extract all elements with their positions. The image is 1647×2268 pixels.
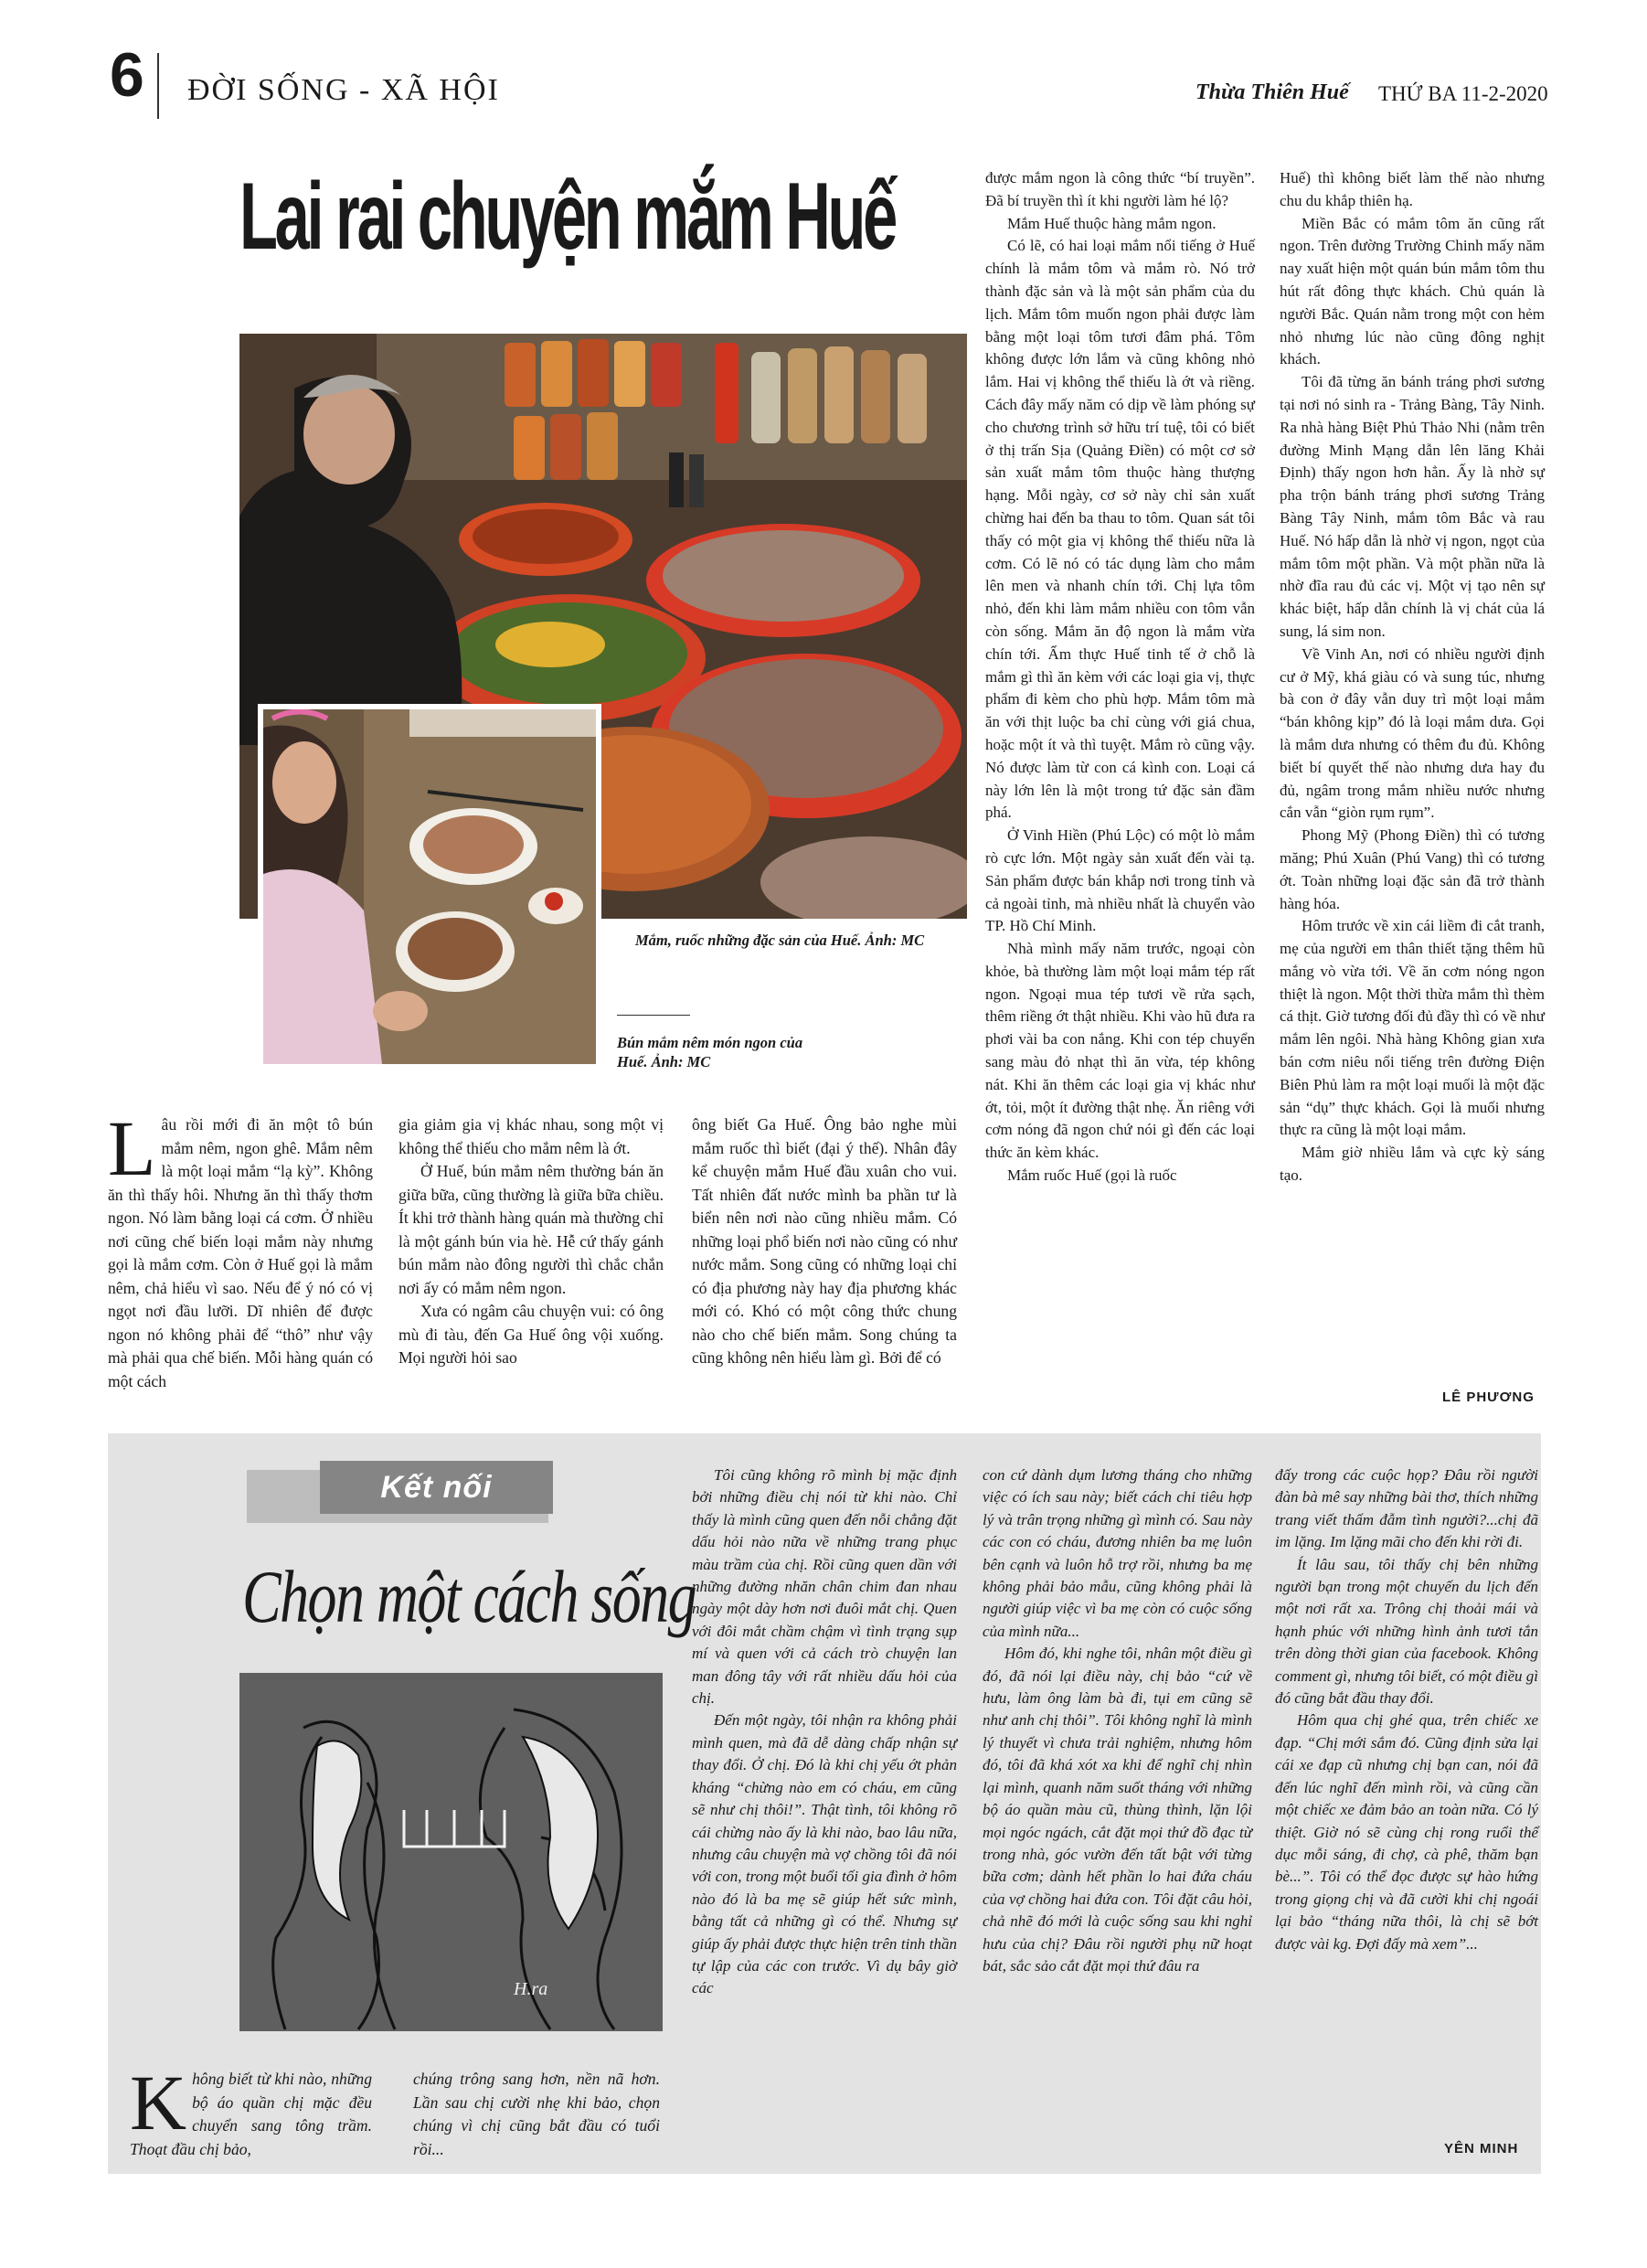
woman-line-art [239, 1673, 663, 2031]
paragraph: Hôm đó, khi nghe tôi, nhân một điều gì đó, đã nói lại điều này, chị bảo “cứ về hưu, làm ông làm bà đi, tụi em cũng sẽ như anh chị thôi”. Tôi không nghĩ là mình lý thuyết vì chưa trải nghiệm, nhưng hôm đó, tôi đã khá xót xa khi để nghĩ chị nhìn lại mình, quanh năm suốt tháng với những bộ áo quần màu cũ, thùng thình, lặn lội mọi ngóc ngách, cắt đặt mọi thứ đồ đạc từ trong nhà, góc vườn đến tất bật với từng bữa cơm; dành hết phần lo hai đứa cháu của vợ chồng hai đứa con. Tôi đặt câu hỏi, chả nhẽ đó mới là cuộc sống sau khi nghỉ hưu của chị? Đâu rồi người phụ nữ hoạt bát, sắc sảo cắt đặt mọi thứ đâu ra [983, 1645, 1252, 1975]
caption-market-photo: Mắm, ruốc những đặc sản của Huế. Ảnh: MC [635, 932, 925, 949]
article2-column-5 [1275, 1464, 1538, 1955]
article1-column-2 [398, 1113, 664, 1370]
article1-byline: LÊ PHƯƠNG [1442, 1390, 1535, 1405]
article2-headline: Chọn một cách sống [242, 1555, 696, 1638]
article2-column-1 [130, 2059, 372, 2161]
paragraph: ông biết Ga Huế. Ông bảo nghe mùi mắm ruốc thì biết (đại ý thế). Nhân đây kể chuyện mắm Huế đầu xuân cho vui. Tất nhiên đất nước mình ba phần tư là biển nên nơi nào cũng nhiều mắm. Có những loại phổ biến nơi nào cũng có như nước mắm. Song cũng có những loại chỉ có địa phương này hay địa phương khác mới có. Khó có một công thức chung nào cho chế biến mắm. Song chúng ta cũng không nên hiểu làm gì. Bởi để có [692, 1115, 957, 1367]
paragraph: Tôi cũng không rõ mình bị mặc định bởi những điều chị nói từ khi nào. Chỉ thấy là mình cũng quen đến nỗi chẳng đặt dấu hỏi nào nữa về những trang phục màu trầm của chị. Rồi cũng quen dần với những đường nhăn chân chim đan nhau ngày một dày hơn nơi đuôi mắt chị. Quen với đôi mắt chầm chậm vì tình trạng sụp mí và quen với cả cách trò chuyện lan man đông tây với rất nhiều dấu hỏi của chị. [692, 1466, 957, 1708]
header-divider [157, 53, 159, 119]
paragraph: Mắm Huế thuộc hàng mắm ngon. [1007, 214, 1217, 232]
artist-signature: H.ra [514, 1979, 548, 1999]
paragraph: âu rồi mới đi ăn một tô bún mắm nêm, ngon ghê. Mắm nêm là một loại mắm “lạ kỳ”. Không ăn thì thấy hôi. Nhưng ăn thì thấy thơm ngon. Nó làm bằng loại cá cơm. Ở nhiều nơi cũng chế biến loại mắm này nhưng gọi là mắm cơm. Còn ở Huế gọi là mắm nêm, chả hiểu vì sao. Nếu để ý nó có vị ngọt nơi đầu lưỡi. Dĩ nhiên để được ngon nó không phải để “thô” như vậy mà phải qua chế biến. Mỗi hàng quán có một cách [108, 1115, 373, 1390]
paragraph: Phong Mỹ (Phong Điền) thì có tương măng; Phú Xuân (Phú Vang) thì có tương ớt. Toàn những loại đặc sản đã trở thành hàng hóa. [1280, 826, 1545, 912]
article1-column-1 [108, 1104, 373, 1393]
paragraph: Ở Huế, bún mắm nêm thường bán ăn giữa bữa, cũng thường là giữa bữa chiều. Ít khi trở thành hàng quán mà thường chỉ là một gánh bún via hè. Hễ cứ thấy gánh bún mắm nào đông người thì chắc chắn nơi ấy có mắm nêm ngon. [398, 1162, 664, 1297]
paragraph: Nhà mình mấy năm trước, ngoại còn khỏe, bà thường làm một loại mắm tép rất ngon. Ngoại mua tép tươi về rửa sạch, thêm riềng ớt thật nhiều. Khi vào hũ đưa ra phơi vài ba con nắng. Khi con tép chuyển sang màu đỏ nhạt thì ăn vừa, tép không nát. Khi ăn thêm các loại gia vị khác như ớt, tỏi, một ít đường thật nhẹ. Ăn riêng với cơm nóng đã ngon chứ nói gì đến các loại thức ăn kèm khác. [985, 940, 1255, 1162]
article1-column-4 [985, 167, 1255, 1187]
paragraph: Huế) thì không biết làm thế nào nhưng chu du khắp thiên hạ. [1280, 169, 1545, 209]
paragraph: con cứ dành dụm lương tháng cho những việc có ích sau này; biết cách chi tiêu hợp lý và trân trọng những gì mình có. Sau này các con có cháu, đương nhiên ba mẹ luôn bên cạnh và luôn hỗ trợ rồi, nhưng ba mẹ không phải bảo mẫu, cũng không phải là người giúp việc vì ba mẹ còn có cuộc sống của mình nữa... [983, 1466, 1252, 1640]
paragraph: gia giảm gia vị khác nhau, song một vị không thể thiếu cho mắm nêm là ớt. [398, 1115, 664, 1157]
paragraph: chúng trông sang hơn, nền nã hơn. Lần sau chị cười nhẹ khi bảo, chọn chúng vì chị cũng bắt đầu có tuổi rồi... [413, 2070, 660, 2158]
paragraph: Hôm qua chị ghé qua, trên chiếc xe đạp. “Chị mới sắm đó. Cũng định sửa lại cái xe đạp cũ nhưng chị bạn can, nói đã đến lúc nghĩ đến mình rồi, và cũng cần một chiếc xe đảm bảo an toàn nữa. Có lý thiệt. Giờ nó sẽ cùng chị rong ruổi thể dục mỗi sáng, đi chợ, cà phê, thăm bạn bè...”. Tôi có thể đọc được sự hào hứng trong giọng chị và đã cười khi chị ngoái lại bảo “tháng nữa thôi, là chị sẽ bớt được vài kg. Đợi đấy mà xem”... [1275, 1711, 1538, 1953]
article-headline: Lai rai chuyện mắm Huế [239, 164, 896, 270]
article2-column-3 [692, 1464, 957, 2000]
ket-noi-tag: Kết nối [320, 1461, 553, 1514]
issue-date: THỨ BA 11-2-2020 [1378, 82, 1548, 105]
paragraph: Miền Bắc có mắm tôm ăn cũng rất ngon. Trên đường Trường Chinh mấy năm nay xuất hiện một quán bún mắm tôm thu hút rất đông thực khách. Chủ quán là người Bắc. Quán nằm trong một con hẻm nhỏ nhưng lúc nào cũng đông nghịt khách. [1280, 214, 1545, 368]
article1-column-3 [692, 1113, 957, 1370]
paragraph: Mắm giờ nhiều lắm và cực kỳ sáng tạo. [1280, 1144, 1545, 1185]
drop-cap: K [130, 2059, 187, 2146]
article1-column-5 [1280, 167, 1545, 1187]
paragraph: Ở Vinh Hiền (Phú Lộc) có một lò mắm rò cực lớn. Một ngày sản xuất đến vài tạ. Sản phẩm được bán khắp nơi trong tỉnh và cả ngoài tỉnh, mà nhiều nhất là chuyển vào TP. Hồ Chí Minh. [985, 826, 1255, 935]
article2-byline: YÊN MINH [1444, 2141, 1519, 2156]
paragraph: Hôm trước về xin cái liềm đi cắt tranh, mẹ của người em thân thiết tặng thêm hũ mắng vò vừa tới. Về ăn cơm nóng ngon thiệt là ngon. Một thời thừa mắm thì thèm cá thịt. Giờ tương đối đủ đầy thì có về như mắm lên ngôi. Nhà hàng Không gian xưa bán cơm niêu nổi tiếng trên đường Điện Biên Phủ làm ra một loại muối là một đặc sản “dụ” thực khách. Gọi là muối nhưng thực ra cũng là một loại mắm. [1280, 917, 1545, 1139]
section-title: ĐỜI SỐNG - XÃ HỘI [187, 73, 500, 107]
paragraph: Xưa có ngâm câu chuyện vui: có ông mù đi tàu, đến Ga Huế ông vội xuống. Mọi người hỏi sao [398, 1302, 664, 1367]
paragraph: Tôi đã từng ăn bánh tráng phơi sương tại nơi nó sinh ra - Trảng Bàng, Tây Ninh. Ra nhà hàng Biệt Phủ Thảo Nhi (nằm trên đường Minh Mạng dẫn lên lăng Khải Định) thấy ngon hơn hẳn. Ấy là nhờ sự pha trộn bánh tráng phơi sương Trảng Bàng Tây Ninh, mắm tôm Bắc và rau Huế. Nó hấp dẫn là nhờ vị ngon, ngọt của mắm tôm một phần. Và một phần nữa là nhờ đĩa rau đủ các vị. Một vị tạo nên sự khác biệt, hấp dẫn chính là vị chát của lá sung, lá sim non. [1280, 373, 1545, 640]
paragraph: đấy trong các cuộc họp? Đâu rồi người đàn bà mê say những bài thơ, thích những trang viết thấm đẫm tình người?...chị đã im lặng. Im lặng mãi cho đến khi rời đi. [1275, 1466, 1538, 1551]
bun-mam-nem-photo [258, 704, 601, 1070]
article2-column-4 [983, 1464, 1252, 1977]
paragraph: hông biết từ khi nào, những bộ áo quần chị mặc đều chuyển sang tông trầm. Thoạt đầu chị bảo, [130, 2070, 372, 2158]
article2-column-2 [413, 2068, 660, 2161]
caption-kid-photo: Bún mắm nêm món ngon của Huế. Ảnh: MC [617, 1034, 803, 1071]
newspaper-name: Thừa Thiên Huế [1195, 80, 1349, 104]
paragraph: Ít lâu sau, tôi thấy chị bên những người bạn trong một chuyến du lịch đến một nơi rất xa. Trông chị thoải mái và hạnh phúc với những hình ảnh tươi tắn trên dòng thời gian của facebook. Không comment gì, nhưng tôi biết, có một điều gì đó cũng bắt đầu thay đổi. [1275, 1555, 1538, 1708]
page-number: 6 [110, 40, 144, 110]
paragraph: được mắm ngon là công thức “bí truyền”. Đã bí truyền thì ít khi người làm hé lộ? [985, 169, 1255, 209]
paragraph: Đến một ngày, tôi nhận ra không phải mình quen, mà đã dễ dàng chấp nhận sự thay đổi. Ở chị. Đó là khi chị yếu ớt phản kháng “chừng nào em có cháu, em cũng sẽ như chị thôi!”. Thật tình, tôi không rõ cái chừng nào ấy là khi nào, bao lâu nữa, nhưng câu chuyện mà vợ chồng tôi đã nói với con, trong một buổi tối gia đình ở hôm nào đó là ba mẹ sẽ giúp hết sức mình, bằng tất cả những gì có thể. Nhưng sự giúp ấy phải được thực hiện trên tinh thần tự lập của các con trước. Vì dụ bây giờ các [692, 1711, 957, 1997]
paragraph: Về Vinh An, nơi có nhiều người định cư ở Mỹ, khá giàu có và sung túc, nhưng bà con ở đây vẫn duy trì một loại mắm “bán không kịp” đó là loại mắm dưa. Gọi là mắm dưa nhưng có thêm đu đủ. Không biết bí quyết thế nào nhưng dưa hay đu đủ, ngâm trong mắm nhiều nước nhưng cắn vẫn “giòn rụm rụm”. [1280, 644, 1545, 822]
caption-rule [617, 1015, 690, 1016]
drop-cap: L [108, 1104, 156, 1192]
paragraph: Mắm ruốc Huế (gọi là ruốc [1007, 1166, 1177, 1185]
paragraph: Có lẽ, có hai loại mắm nổi tiếng ở Huế chính là mắm tôm và mắm rò. Nó trở thành đặc sản và là một sản phẩm của du lịch. Mắm tôm muốn ngon phải được làm bằng một loại tôm tươi đâm phá. Tôm không được lớn lắm và cũng không nhỏ lắm. Hai vị không thể thiếu là ớt và riềng. Cách đây mấy năm có dịp về làm phóng sự cho chương trình sở hữu trí tuệ, tôi có biết ở thị trấn Sịa (Quảng Điền) có một cơ sở sản xuất mắm tôm thuộc hàng thượng hạng. Mỗi ngày, cơ sở này chỉ sản xuất chừng hai đến ba thau to tôm. Quan sát tôi thấy có một gia vị không thể thiếu nữa là cơm. Có lẽ nó có tác dụng làm cho mắm lên men và nhanh chín tới. Chị lựa tôm nhỏ, đến khi làm mắm nhiều con tôm vẫn còn sống. Mắm ăn độ ngon là mắm vừa chín tới. Ẩm thực Huế tinh tế ở chỗ là mắm gì thì ăn kèm với các loại gia vị, thực phẩm đi kèm cho phù hợp. Mắm tôm mà ăn với thịt luộc ba chỉ cùng với giá chua, hoặc một ít và thì tuyệt. Mắm rò cũng vậy. Nó được làm từ con cá kình con. Loại cá này lớn lên là một trong tứ đặc sản đầm phá. [985, 237, 1255, 822]
